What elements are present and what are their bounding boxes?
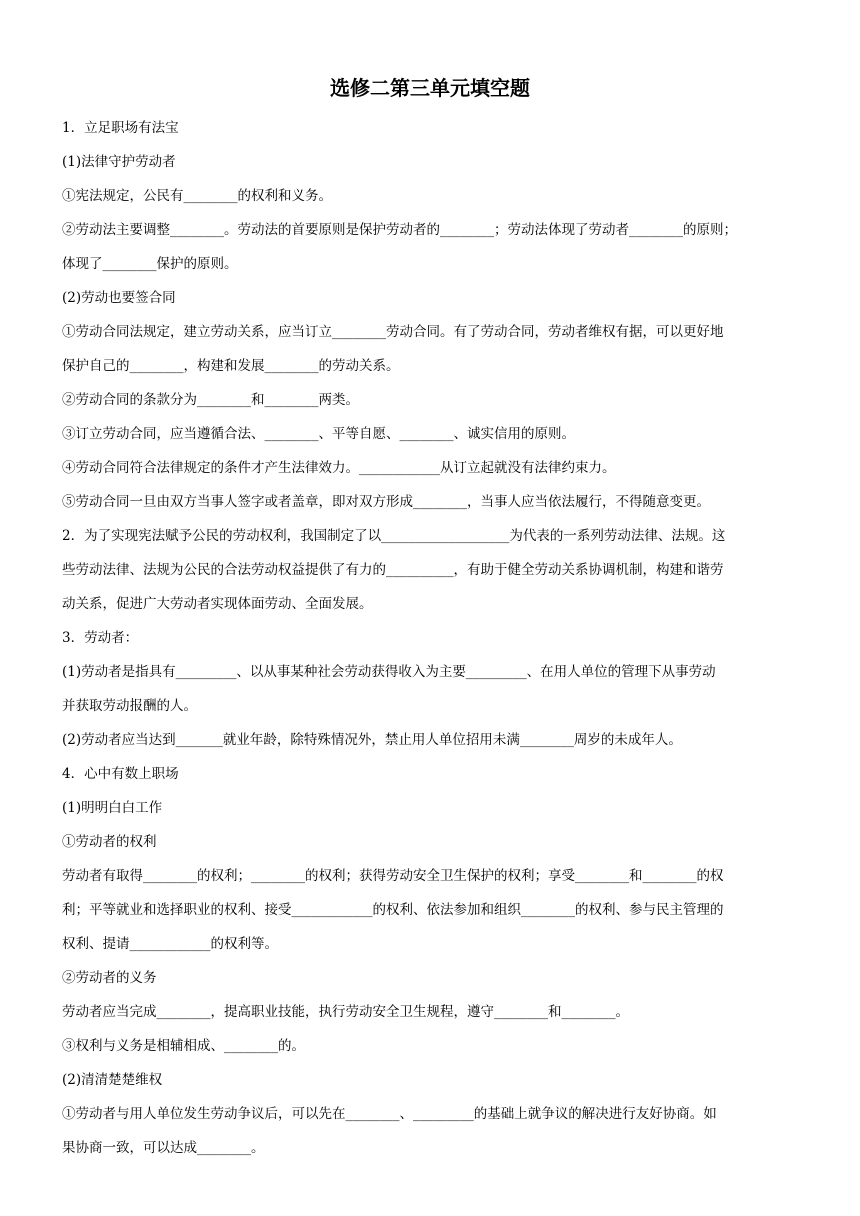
page-title: 选修二第三单元填空题 <box>330 76 530 100</box>
question-line: ①宪法规定，公民有________的权利和义务。 <box>62 188 332 204</box>
subsection-heading: ①劳动者的权利 <box>62 834 157 850</box>
question-line: 权利、提请____________的权利等。 <box>62 936 278 952</box>
question-line: ②劳动法主要调整________。劳动法的首要原则是保护劳动者的________；劳动法体现了劳动者________的原则； <box>62 222 737 238</box>
subsection-heading: ②劳动者的义务 <box>62 970 157 986</box>
section-heading: 4．心中有数上职场 <box>62 766 179 782</box>
question-line: (1)劳动者是指具有_________、以从事某种社会劳动获得收入为主要_________、在用人单位的管理下从事劳动 <box>62 664 716 680</box>
question-line: 动关系，促进广大劳动者实现体面劳动、全面发展。 <box>62 596 373 612</box>
section-heading: 2．为了实现宪法赋予公民的劳动权利，我国制定了以___________________为代表的一系列劳动法律、法规。这 <box>62 528 726 544</box>
question-line: (2)劳动者应当达到_______就业年龄，除特殊情况外，禁止用人单位招用未满________周岁的未成年人。 <box>62 732 682 748</box>
question-line: 利；平等就业和选择职业的权利、接受____________的权利、依法参加和组织________的权利、参与民主管理的 <box>62 902 724 918</box>
question-line: 些劳动法律、法规为公民的合法劳动权益提供了有力的__________，有助于健全劳动关系协调机制，构建和谐劳 <box>62 562 724 578</box>
subsection-heading: (2)劳动也要签合同 <box>62 290 176 306</box>
question-line: ③订立劳动合同，应当遵循合法、________、平等自愿、________、诚实信用的原则。 <box>62 426 575 442</box>
subsection-heading: (2)清清楚楚维权 <box>62 1072 163 1088</box>
question-line: 体现了________保护的原则。 <box>62 256 238 272</box>
question-line: 劳动者有取得________的权利；________的权利；获得劳动安全卫生保护的权利；享受________和________的权 <box>62 868 724 884</box>
question-line: ⑤劳动合同一旦由双方当事人签字或者盖章，即对双方形成________，当事人应当依法履行，不得随意变更。 <box>62 494 710 510</box>
section-heading: 3．劳动者： <box>62 630 139 646</box>
question-line: ③权利与义务是相辅相成、________的。 <box>62 1038 305 1054</box>
subsection-heading: (1)明明白白工作 <box>62 800 163 816</box>
question-line: ④劳动合同符合法律规定的条件才产生法律效力。____________从订立起就没有法律约束力。 <box>62 460 616 476</box>
question-line: ①劳动合同法规定，建立劳动关系，应当订立________劳动合同。有了劳动合同，劳动者维权有据，可以更好地 <box>62 324 724 340</box>
question-line: 劳动者应当完成________，提高职业技能，执行劳动安全卫生规程，遵守________和________。 <box>62 1004 629 1020</box>
question-line: 保护自己的________，构建和发展________的劳动关系。 <box>62 358 400 374</box>
question-line: ①劳动者与用人单位发生劳动争议后，可以先在________、_________的基础上就争议的解决进行友好协商。如 <box>62 1106 717 1122</box>
section-heading: 1．立足职场有法宝 <box>62 120 179 136</box>
subsection-heading: (1)法律守护劳动者 <box>62 154 176 170</box>
question-line: 并获取劳动报酬的人。 <box>62 698 197 714</box>
question-line: ②劳动合同的条款分为________和________两类。 <box>62 392 359 408</box>
question-line: 果协商一致，可以达成________。 <box>62 1140 265 1156</box>
